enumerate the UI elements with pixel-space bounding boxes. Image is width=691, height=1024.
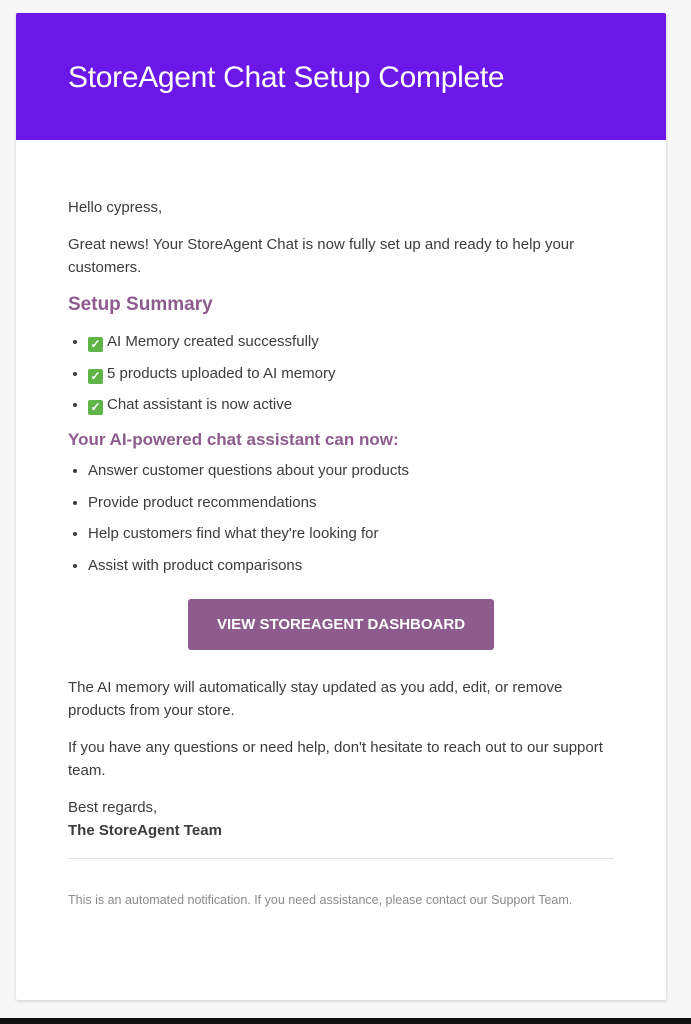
capability-item: • Assist with product comparisons	[88, 554, 614, 577]
summary-item-text: 5 products uploaded to AI memory	[107, 364, 336, 382]
help-note: If you have any questions or need help, don't hesitate to reach out to our support team.	[68, 738, 603, 779]
email-body	[16, 140, 666, 912]
bottom-bar	[0, 1018, 691, 1024]
summary-heading: Setup Summary	[68, 294, 213, 315]
team-name: The StoreAgent Team	[68, 821, 222, 839]
footer-note: This is an automated notification. If you need assistance, please contact our Support Team.	[68, 892, 573, 907]
email-header	[16, 13, 666, 140]
capability-item: • Help customers find what they're looking for	[88, 522, 614, 545]
capability-item: • Answer customer questions about your products	[88, 459, 614, 482]
check-icon: ✓	[88, 400, 103, 415]
capabilities-heading: Your AI-powered chat assistant can now:	[68, 430, 399, 449]
button-container	[68, 599, 614, 650]
divider	[68, 858, 614, 859]
capability-item: • Provide product recommendations	[88, 491, 614, 514]
summary-item-text: Chat assistant is now active	[107, 396, 293, 413]
summary-item	[88, 393, 614, 416]
memory-note: The AI memory will automatically stay updated as you add, edit, or remove products from your store.	[68, 678, 563, 719]
signature	[68, 796, 614, 842]
check-icon: ✓	[88, 337, 103, 352]
greeting: Hello cypress,	[68, 199, 163, 216]
summary-list	[68, 330, 614, 416]
summary-item	[88, 330, 614, 353]
summary-item	[88, 362, 614, 385]
email-card	[16, 13, 666, 1000]
view-dashboard-button[interactable]: VIEW STOREAGENT DASHBOARD	[188, 599, 494, 650]
email-title: StoreAgent Chat Setup Complete	[68, 61, 505, 94]
sign-off: Best regards,	[68, 798, 158, 816]
capabilities-list	[68, 459, 614, 577]
summary-item-text: AI Memory created successfully	[107, 333, 319, 350]
intro-text: Great news! Your StoreAgent Chat is now fully set up and ready to help your customers.	[68, 236, 575, 276]
check-icon: ✓	[88, 369, 103, 384]
